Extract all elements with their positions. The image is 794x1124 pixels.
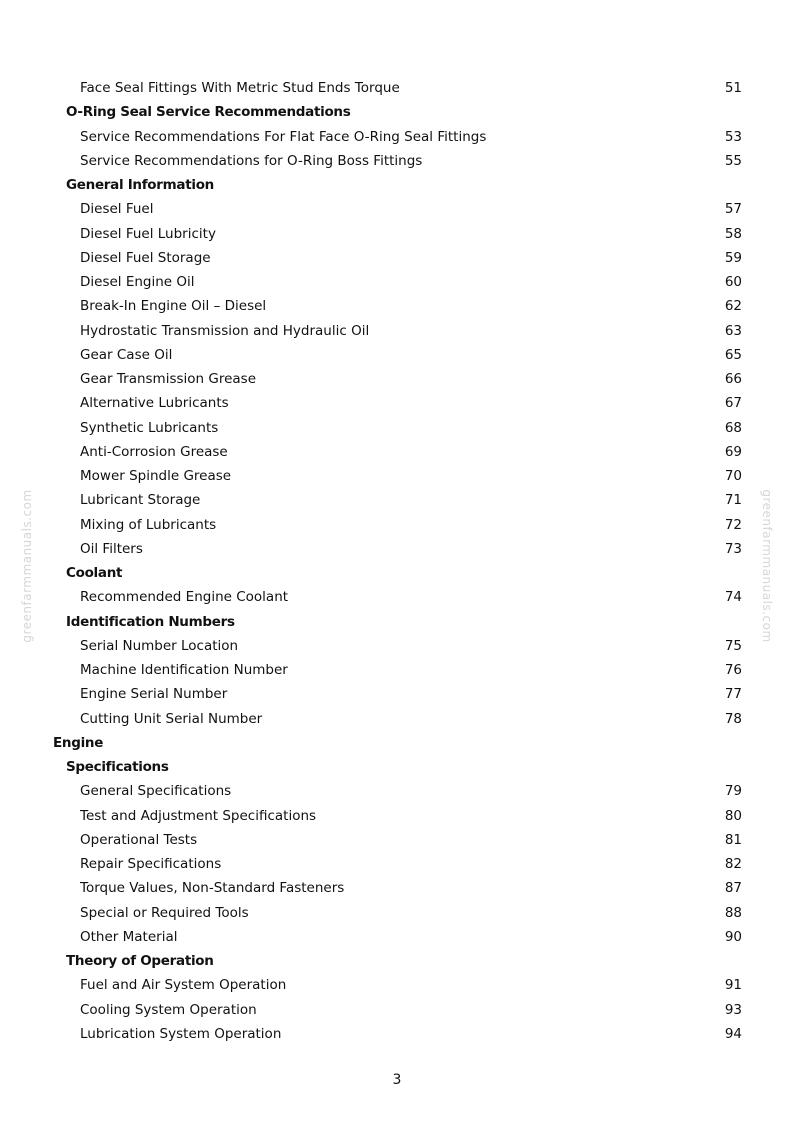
- toc-entry-title: Service Recommendations For Flat Face O-Ring Seal Fittings: [80, 128, 487, 145]
- toc-entry-title: Mixing of Lubricants: [80, 516, 217, 533]
- toc-entry-title: Anti-Corrosion Grease: [80, 443, 228, 460]
- toc-entry[interactable]: [0, 391, 794, 415]
- toc-entry-title: Torque Values, Non-Standard Fasteners: [80, 880, 345, 897]
- toc-entry-page-number: 59: [724, 249, 742, 266]
- toc-entry-title: Oil Filters: [80, 540, 143, 557]
- toc-entry-title: Synthetic Lubricants: [80, 419, 219, 436]
- toc-entry[interactable]: [0, 998, 794, 1022]
- toc-entry-page-number: 76: [724, 662, 742, 678]
- toc-entry[interactable]: [0, 852, 794, 876]
- toc-section-heading: [0, 561, 794, 585]
- toc-entry[interactable]: [0, 537, 794, 561]
- toc-entry-title: O-Ring Seal Service Recommendations: [66, 104, 351, 121]
- toc-entry[interactable]: [0, 343, 794, 367]
- toc-entry-title: Hydrostatic Transmission and Hydraulic Oil: [80, 322, 370, 339]
- toc-entry-title: Lubrication System Operation: [80, 1025, 282, 1042]
- toc-section-heading: [0, 755, 794, 779]
- toc-entry-page-number: 55: [724, 152, 742, 169]
- toc-entry-title: Cooling System Operation: [80, 1001, 257, 1018]
- toc-entry-title: Engine: [53, 734, 104, 751]
- toc-entry-page-number: 91: [724, 977, 742, 994]
- toc-entry-title: Gear Transmission Grease: [80, 371, 257, 387]
- toc-entry-title: General Specifications: [80, 783, 232, 800]
- toc-entry[interactable]: [0, 270, 794, 294]
- toc-entry-title: Serial Number Location: [80, 637, 239, 654]
- toc-entry-page-number: 73: [724, 540, 742, 557]
- toc-entry-page-number: 93: [724, 1001, 742, 1018]
- toc-entry-page-number: 70: [724, 468, 742, 484]
- toc-entry-page-number: 81: [724, 831, 742, 848]
- toc-entry[interactable]: [0, 416, 794, 440]
- toc-entry-title: Specifications: [66, 759, 169, 775]
- toc-entry[interactable]: [0, 367, 794, 391]
- toc-chapter-heading: [0, 731, 794, 755]
- toc-entry-page-number: 72: [724, 516, 742, 533]
- toc-entry-page-number: 79: [724, 783, 742, 800]
- toc-section-heading: [0, 610, 794, 634]
- toc-entry-page-number: 71: [724, 492, 742, 509]
- toc-entry-title: Cutting Unit Serial Number: [80, 710, 263, 727]
- toc-entry-title: Gear Case Oil: [80, 346, 173, 363]
- toc-entry-page-number: 78: [724, 710, 742, 727]
- toc-entry-page-number: 94: [724, 1025, 742, 1042]
- toc-entry[interactable]: [0, 682, 794, 706]
- toc-entry-title: General Information: [66, 177, 214, 193]
- toc-entry-page-number: 74: [724, 589, 742, 606]
- toc-entry-title: Lubricant Storage: [80, 492, 201, 509]
- toc-entry-page-number: 88: [724, 904, 742, 921]
- toc-entry-title: Engine Serial Number: [80, 686, 228, 703]
- toc-entry-title: Machine Identification Number: [80, 662, 288, 678]
- toc-entry-page-number: 75: [724, 637, 742, 654]
- toc-entry-page-number: 87: [724, 880, 742, 897]
- toc-entry-title: Other Material: [80, 928, 178, 945]
- toc-entry-title: Special or Required Tools: [80, 904, 249, 921]
- toc-entry-title: Break-In Engine Oil – Diesel: [80, 298, 267, 315]
- toc-entry-page-number: 53: [724, 128, 742, 145]
- toc-entry-title: Face Seal Fittings With Metric Stud Ends Torque: [80, 80, 400, 96]
- toc-entry[interactable]: [0, 125, 794, 149]
- toc-entry[interactable]: [0, 779, 794, 803]
- toc-entry-page-number: 66: [724, 371, 742, 387]
- toc-entry-title: Identification Numbers: [66, 613, 235, 630]
- toc-entry[interactable]: [0, 658, 794, 682]
- toc-entry-title: Mower Spindle Grease: [80, 468, 232, 484]
- toc-entry[interactable]: [0, 876, 794, 900]
- toc-entry-page-number: 80: [724, 807, 742, 824]
- watermark-left: greenfarmmanuals.com: [20, 489, 34, 643]
- toc-entry-page-number: 68: [724, 419, 742, 436]
- toc-section-heading: [0, 949, 794, 973]
- toc-entry-title: Diesel Engine Oil: [80, 274, 195, 290]
- toc-entry[interactable]: [0, 973, 794, 997]
- toc-entry[interactable]: [0, 197, 794, 221]
- toc-entry[interactable]: [0, 804, 794, 828]
- toc-entry-page-number: 82: [724, 856, 742, 872]
- toc-entry-title: Test and Adjustment Specifications: [80, 807, 317, 824]
- toc-entry-page-number: 67: [724, 395, 742, 412]
- toc-entry[interactable]: [0, 828, 794, 852]
- toc-entry[interactable]: [0, 707, 794, 731]
- table-of-contents: [0, 76, 794, 1046]
- toc-entry-title: Service Recommendations for O-Ring Boss Fittings: [80, 152, 423, 169]
- toc-entry-page-number: 65: [724, 346, 742, 363]
- toc-entry-title: Operational Tests: [80, 831, 198, 848]
- toc-entry[interactable]: [0, 488, 794, 512]
- toc-entry-page-number: 77: [724, 686, 742, 703]
- toc-entry-title: Coolant: [66, 565, 123, 581]
- toc-entry[interactable]: [0, 440, 794, 464]
- toc-entry-page-number: 57: [724, 201, 742, 218]
- toc-entry-page-number: 62: [724, 298, 742, 315]
- toc-entry-title: Diesel Fuel Storage: [80, 249, 211, 266]
- toc-entry-page-number: 58: [724, 225, 742, 242]
- toc-entry[interactable]: [0, 246, 794, 270]
- toc-entry-page-number: 63: [724, 322, 742, 339]
- page-number: 3: [392, 1072, 402, 1088]
- toc-entry-title: Repair Specifications: [80, 856, 222, 872]
- toc-entry[interactable]: [0, 294, 794, 318]
- toc-entry-title: Diesel Fuel: [80, 201, 154, 218]
- toc-entry[interactable]: [0, 901, 794, 925]
- toc-entry[interactable]: [0, 319, 794, 343]
- toc-entry[interactable]: [0, 925, 794, 949]
- toc-section-heading: [0, 173, 794, 197]
- toc-entry[interactable]: [0, 585, 794, 609]
- toc-entry-title: Alternative Lubricants: [80, 395, 229, 412]
- toc-entry[interactable]: [0, 634, 794, 658]
- toc-entry[interactable]: [0, 464, 794, 488]
- toc-entry-page-number: 90: [724, 928, 742, 945]
- toc-section-heading: [0, 100, 794, 124]
- toc-entry-title: Diesel Fuel Lubricity: [80, 225, 216, 242]
- toc-entry[interactable]: [0, 76, 794, 100]
- toc-entry[interactable]: [0, 513, 794, 537]
- toc-entry-page-number: 69: [724, 443, 742, 460]
- toc-entry-title: Theory of Operation: [66, 953, 214, 969]
- toc-entry[interactable]: [0, 1022, 794, 1046]
- toc-entry-title: Fuel and Air System Operation: [80, 977, 287, 994]
- toc-entry-page-number: 51: [724, 80, 742, 96]
- toc-entry[interactable]: [0, 149, 794, 173]
- toc-entry[interactable]: [0, 222, 794, 246]
- toc-entry-page-number: 60: [724, 274, 742, 290]
- watermark-right: greenfarmmanuals.com: [760, 489, 774, 643]
- toc-entry-title: Recommended Engine Coolant: [80, 589, 289, 606]
